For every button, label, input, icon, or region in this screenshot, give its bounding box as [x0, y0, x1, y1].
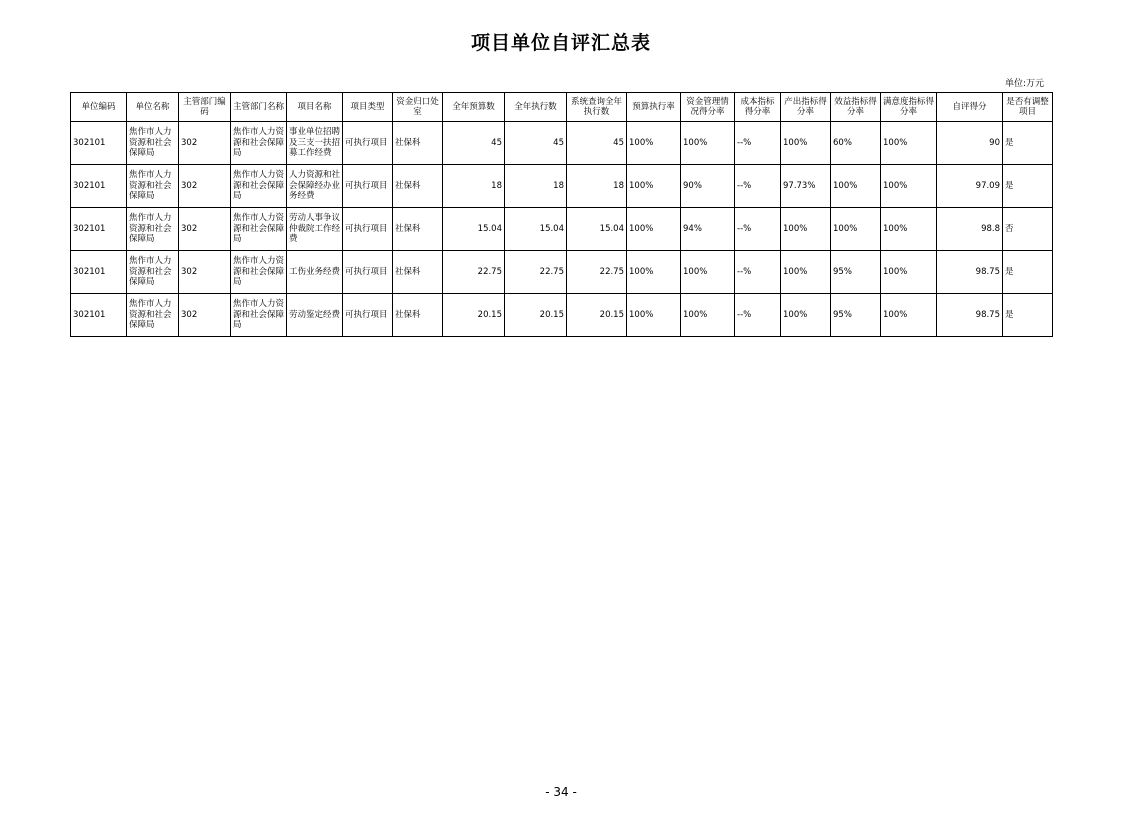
column-header-year-budget: 全年预算数 — [443, 93, 505, 122]
cell-adjusted: 是 — [1003, 251, 1053, 294]
cell-self-score: 98.75 — [937, 294, 1003, 337]
cell-benefit-rate: 60% — [831, 122, 881, 165]
summary-table-container — [70, 92, 1052, 337]
cell-unit-code: 302101 — [71, 165, 127, 208]
cell-cost-rate: --% — [735, 294, 781, 337]
cell-adjusted: 是 — [1003, 165, 1053, 208]
table-row — [71, 208, 1053, 251]
cell-fund-office: 社保科 — [393, 165, 443, 208]
cell-dept-name: 焦作市人力资源和社会保障局 — [231, 251, 287, 294]
cell-year-exec: 45 — [505, 122, 567, 165]
column-header-satisfaction-rate: 满意度指标得分率 — [881, 93, 937, 122]
cell-cost-rate: --% — [735, 165, 781, 208]
cell-year-budget: 22.75 — [443, 251, 505, 294]
column-header-adjusted: 是否有调整项目 — [1003, 93, 1053, 122]
table-row — [71, 165, 1053, 208]
column-header-fund-mgmt-rate: 资金管理情况得分率 — [681, 93, 735, 122]
cell-output-rate: 100% — [781, 251, 831, 294]
cell-project-type: 可执行项目 — [343, 294, 393, 337]
cell-fund-office: 社保科 — [393, 294, 443, 337]
page-title: 项目单位自评汇总表 — [470, 32, 651, 54]
cell-dept-name: 焦作市人力资源和社会保障局 — [231, 208, 287, 251]
cell-unit-name: 焦作市人力资源和社会保障局 — [127, 294, 179, 337]
cell-fund-mgmt-rate: 100% — [681, 122, 735, 165]
cell-year-exec: 15.04 — [505, 208, 567, 251]
column-header-sys-year-exec: 系统查询全年执行数 — [567, 93, 627, 122]
cell-unit-name: 焦作市人力资源和社会保障局 — [127, 165, 179, 208]
cell-fund-mgmt-rate: 100% — [681, 251, 735, 294]
cell-dept-name: 焦作市人力资源和社会保障局 — [231, 122, 287, 165]
cell-fund-mgmt-rate: 90% — [681, 165, 735, 208]
cell-project-name: 事业单位招聘及三支一扶招募工作经费 — [287, 122, 343, 165]
table-row — [71, 122, 1053, 165]
cell-unit-code: 302101 — [71, 251, 127, 294]
cell-fund-mgmt-rate: 100% — [681, 294, 735, 337]
page-number: - 34 - — [545, 785, 577, 799]
column-header-dept-name: 主管部门名称 — [231, 93, 287, 122]
column-header-project-type: 项目类型 — [343, 93, 393, 122]
summary-table — [70, 92, 1053, 337]
cell-self-score: 97.09 — [937, 165, 1003, 208]
cell-output-rate: 100% — [781, 122, 831, 165]
cell-satisfaction-rate: 100% — [881, 294, 937, 337]
cell-unit-name: 焦作市人力资源和社会保障局 — [127, 122, 179, 165]
cell-exec-rate: 100% — [627, 208, 681, 251]
table-row — [71, 294, 1053, 337]
cell-project-name: 劳动鉴定经费 — [287, 294, 343, 337]
cell-sys-year-exec: 20.15 — [567, 294, 627, 337]
cell-satisfaction-rate: 100% — [881, 208, 937, 251]
document-page — [0, 28, 1122, 821]
column-header-cost-rate: 成本指标得分率 — [735, 93, 781, 122]
cell-adjusted: 是 — [1003, 122, 1053, 165]
column-header-fund-office: 资金归口处室 — [393, 93, 443, 122]
cell-project-name: 人力资源和社会保障经办业务经费 — [287, 165, 343, 208]
column-header-unit-name: 单位名称 — [127, 93, 179, 122]
cell-cost-rate: --% — [735, 208, 781, 251]
column-header-project-name: 项目名称 — [287, 93, 343, 122]
cell-satisfaction-rate: 100% — [881, 122, 937, 165]
cell-unit-code: 302101 — [71, 122, 127, 165]
cell-dept-code: 302 — [179, 251, 231, 294]
cell-year-exec: 22.75 — [505, 251, 567, 294]
unit-note: 单位:万元 — [1004, 79, 1044, 89]
column-header-year-exec: 全年执行数 — [505, 93, 567, 122]
cell-benefit-rate: 100% — [831, 208, 881, 251]
cell-project-type: 可执行项目 — [343, 208, 393, 251]
cell-sys-year-exec: 45 — [567, 122, 627, 165]
cell-dept-name: 焦作市人力资源和社会保障局 — [231, 165, 287, 208]
cell-self-score: 98.75 — [937, 251, 1003, 294]
cell-dept-code: 302 — [179, 122, 231, 165]
cell-adjusted: 否 — [1003, 208, 1053, 251]
cell-project-name: 劳动人事争议仲裁院工作经费 — [287, 208, 343, 251]
column-header-exec-rate: 预算执行率 — [627, 93, 681, 122]
cell-sys-year-exec: 15.04 — [567, 208, 627, 251]
cell-year-budget: 15.04 — [443, 208, 505, 251]
cell-unit-code: 302101 — [71, 208, 127, 251]
cell-adjusted: 是 — [1003, 294, 1053, 337]
cell-output-rate: 100% — [781, 294, 831, 337]
cell-cost-rate: --% — [735, 251, 781, 294]
column-header-output-rate: 产出指标得分率 — [781, 93, 831, 122]
cell-fund-mgmt-rate: 94% — [681, 208, 735, 251]
table-row — [71, 251, 1053, 294]
cell-year-exec: 18 — [505, 165, 567, 208]
cell-exec-rate: 100% — [627, 294, 681, 337]
cell-unit-name: 焦作市人力资源和社会保障局 — [127, 251, 179, 294]
cell-exec-rate: 100% — [627, 165, 681, 208]
cell-satisfaction-rate: 100% — [881, 251, 937, 294]
cell-dept-code: 302 — [179, 294, 231, 337]
cell-output-rate: 100% — [781, 208, 831, 251]
cell-year-budget: 18 — [443, 165, 505, 208]
column-header-unit-code: 单位编码 — [71, 93, 127, 122]
column-header-self-score: 自评得分 — [937, 93, 1003, 122]
cell-dept-code: 302 — [179, 165, 231, 208]
column-header-dept-code: 主管部门编码 — [179, 93, 231, 122]
cell-project-type: 可执行项目 — [343, 122, 393, 165]
cell-fund-office: 社保科 — [393, 122, 443, 165]
cell-exec-rate: 100% — [627, 251, 681, 294]
cell-sys-year-exec: 22.75 — [567, 251, 627, 294]
cell-unit-name: 焦作市人力资源和社会保障局 — [127, 208, 179, 251]
cell-year-budget: 45 — [443, 122, 505, 165]
cell-satisfaction-rate: 100% — [881, 165, 937, 208]
cell-self-score: 90 — [937, 122, 1003, 165]
cell-project-name: 工伤业务经费 — [287, 251, 343, 294]
cell-dept-code: 302 — [179, 208, 231, 251]
cell-fund-office: 社保科 — [393, 251, 443, 294]
cell-year-budget: 20.15 — [443, 294, 505, 337]
cell-cost-rate: --% — [735, 122, 781, 165]
cell-project-type: 可执行项目 — [343, 165, 393, 208]
table-header-row — [71, 93, 1053, 122]
cell-unit-code: 302101 — [71, 294, 127, 337]
cell-exec-rate: 100% — [627, 122, 681, 165]
cell-output-rate: 97.73% — [781, 165, 831, 208]
cell-fund-office: 社保科 — [393, 208, 443, 251]
cell-sys-year-exec: 18 — [567, 165, 627, 208]
column-header-benefit-rate: 效益指标得分率 — [831, 93, 881, 122]
cell-benefit-rate: 95% — [831, 294, 881, 337]
cell-benefit-rate: 95% — [831, 251, 881, 294]
cell-self-score: 98.8 — [937, 208, 1003, 251]
cell-dept-name: 焦作市人力资源和社会保障局 — [231, 294, 287, 337]
cell-benefit-rate: 100% — [831, 165, 881, 208]
cell-project-type: 可执行项目 — [343, 251, 393, 294]
cell-year-exec: 20.15 — [505, 294, 567, 337]
